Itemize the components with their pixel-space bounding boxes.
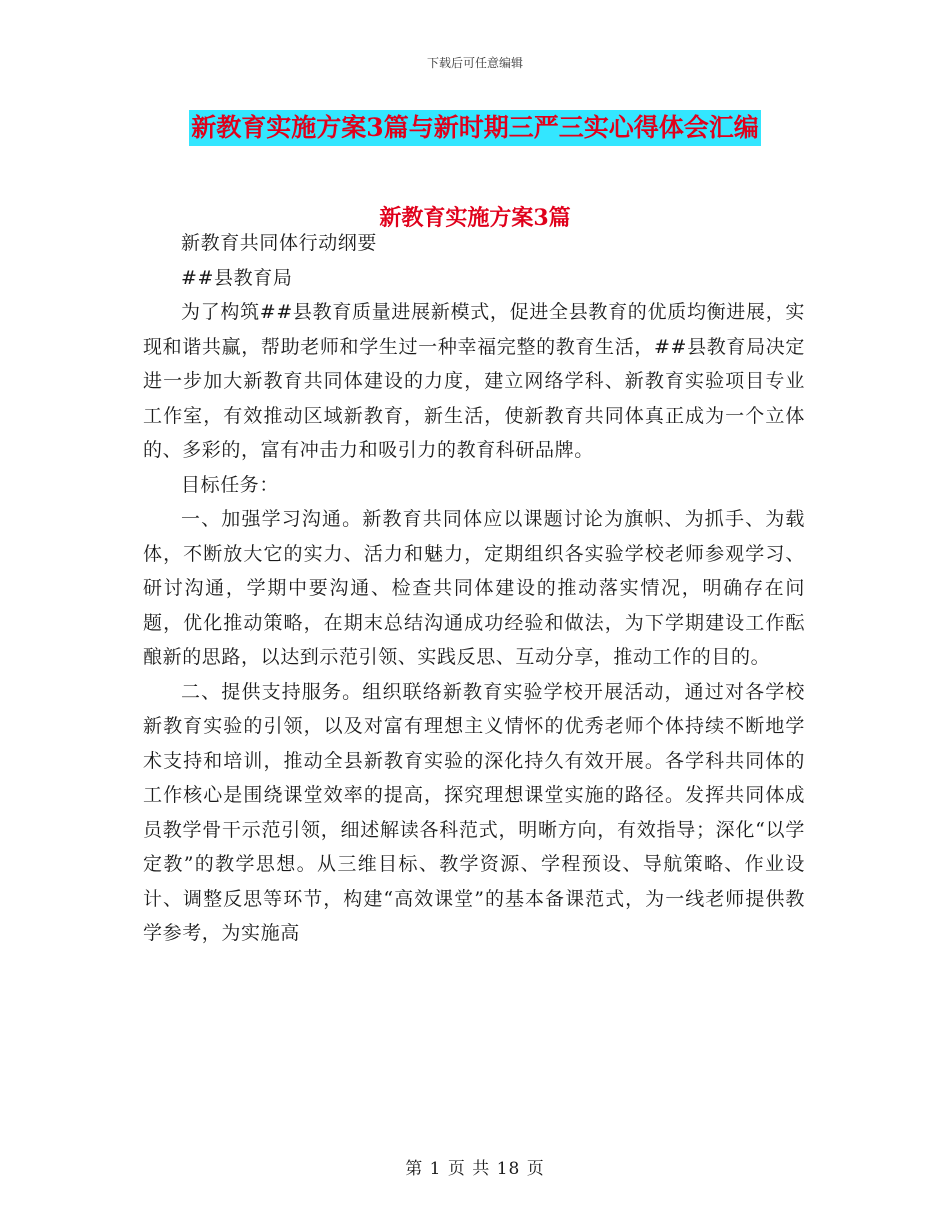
paragraph-subtitle: 新教育共同体行动纲要 bbox=[181, 232, 378, 254]
paragraph-item-1: 一、加强学习沟通。新教育共同体应以课题讨论为旗帜、为抓手、为载体，不断放大它的实力、活力和魅力，定期组织各实验学校老师参观学习、研讨沟通，学期中要沟通、检查共同体建设的推动落实情况，明确存在问题，优化推动策略，在期末总结沟通成功经验和做法，为下学期建设工作酝酿新的思路，以达到示范引领、实践反思、互动分享，推动工作的目的。 bbox=[143, 508, 805, 668]
paragraph-intro: 为了构筑##县教育质量进展新模式，促进全县教育的优质均衡进展，实现和谐共赢，帮助老师和学生过一种幸福完整的教育生活，##县教育局决定进一步加大新教育共同体建设的力度，建立网络学科、新教育实验项目专业工作室，有效推动区域新教育，新生活，使新教育共同体真正成为一个立体的、多彩的，富有冲击力和吸引力的教育科研品牌。 bbox=[143, 301, 805, 461]
paragraph-goals-heading: 目标任务： bbox=[181, 473, 280, 496]
paragraph-item-2: 二、提供支持服务。组织联络新教育实验学校开展活动，通过对各学校新教育实验的引领，以及对富有理想主义情怀的优秀老师个体持续不断地学术支持和培训，推动全县新教育实验的深化持久有效开展。各学科共同体的工作核心是围绕课堂效率的提高，探究理想课堂实施的路径。发挥共同体成员教学骨干示范引领，细述解读各科范式，明晰方向，有效指导；深化“以学定教”的教学思想。从三维目标、教学资源、学程预设、导航策略、作业设计、调整反思等环节，构建“高效课堂”的基本备课范式，为一线老师提供教学参考，为实施高 bbox=[143, 680, 805, 944]
page-footer: 第 1 页 共 18 页 bbox=[405, 1159, 545, 1179]
section-title: 新教育实施方案3篇 bbox=[379, 205, 571, 231]
document-main-title: 新教育实施方案3篇与新时期三严三实心得体会汇编 bbox=[189, 110, 760, 146]
paragraph-issuer: ##县教育局 bbox=[181, 266, 293, 289]
main-title-container bbox=[0, 110, 950, 146]
page-header-note: 下载后可任意编辑 bbox=[426, 56, 523, 70]
document-body bbox=[143, 226, 805, 951]
